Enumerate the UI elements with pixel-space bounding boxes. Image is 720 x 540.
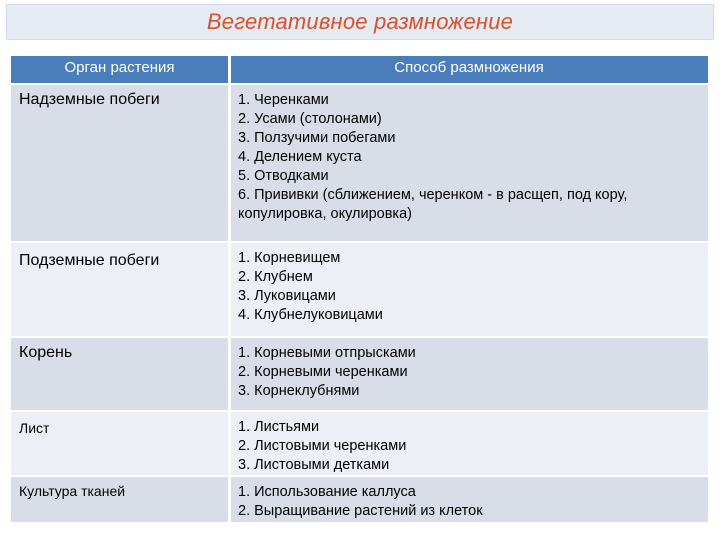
table-row	[11, 243, 708, 338]
title-bar	[6, 4, 714, 40]
table-row	[11, 412, 708, 477]
method-item: 1. Корневищем	[238, 250, 341, 266]
method-item: 2. Клубнем	[238, 269, 313, 285]
method-item: 2. Усами (столонами)	[238, 111, 382, 127]
method-item: 2. Выращивание растений из клеток	[238, 503, 483, 519]
method-item: 1. Листьями	[238, 419, 320, 435]
organ-cell: Корень	[11, 338, 231, 412]
column-header-method: Способ размножения	[231, 56, 708, 85]
propagation-table	[11, 56, 708, 524]
method-item: 2. Листовыми черенками	[238, 438, 407, 454]
organ-cell: Подземные побеги	[11, 243, 231, 338]
method-item: 2. Корневыми черенками	[238, 364, 408, 380]
method-item: 1. Черенками	[238, 92, 329, 108]
table-row	[11, 477, 708, 524]
method-item: 1. Корневыми отпрысками	[238, 345, 416, 361]
method-item: 1. Использование каллуса	[238, 484, 416, 500]
method-item: 4. Клубнелуковицами	[238, 307, 383, 323]
table-row	[11, 85, 708, 243]
method-item: 3. Луковицами	[238, 288, 336, 304]
method-cell	[231, 412, 708, 477]
method-item: 3. Корнеклубнями	[238, 383, 360, 399]
method-cell	[231, 85, 708, 243]
method-item: 5. Отводками	[238, 168, 329, 184]
method-item: копулировка, окулировка)	[238, 206, 412, 222]
table-row	[11, 338, 708, 412]
method-item: 3. Ползучими побегами	[238, 130, 396, 146]
page-title: Вегетативное размножение	[206, 9, 514, 34]
organ-cell: Культура тканей	[11, 477, 231, 524]
method-item: 4. Делением куста	[238, 149, 362, 165]
method-cell	[231, 338, 708, 412]
organ-cell: Лист	[11, 412, 231, 477]
method-cell	[231, 243, 708, 338]
method-item: 3. Листовыми детками	[238, 457, 390, 473]
method-item: 6. Прививки (сближением, черенком - в расщеп, под кору,	[238, 187, 628, 203]
method-cell	[231, 477, 708, 524]
column-header-organ: Орган растения	[11, 56, 231, 85]
organ-cell: Надземные побеги	[11, 85, 231, 243]
table-header-row	[11, 56, 708, 85]
